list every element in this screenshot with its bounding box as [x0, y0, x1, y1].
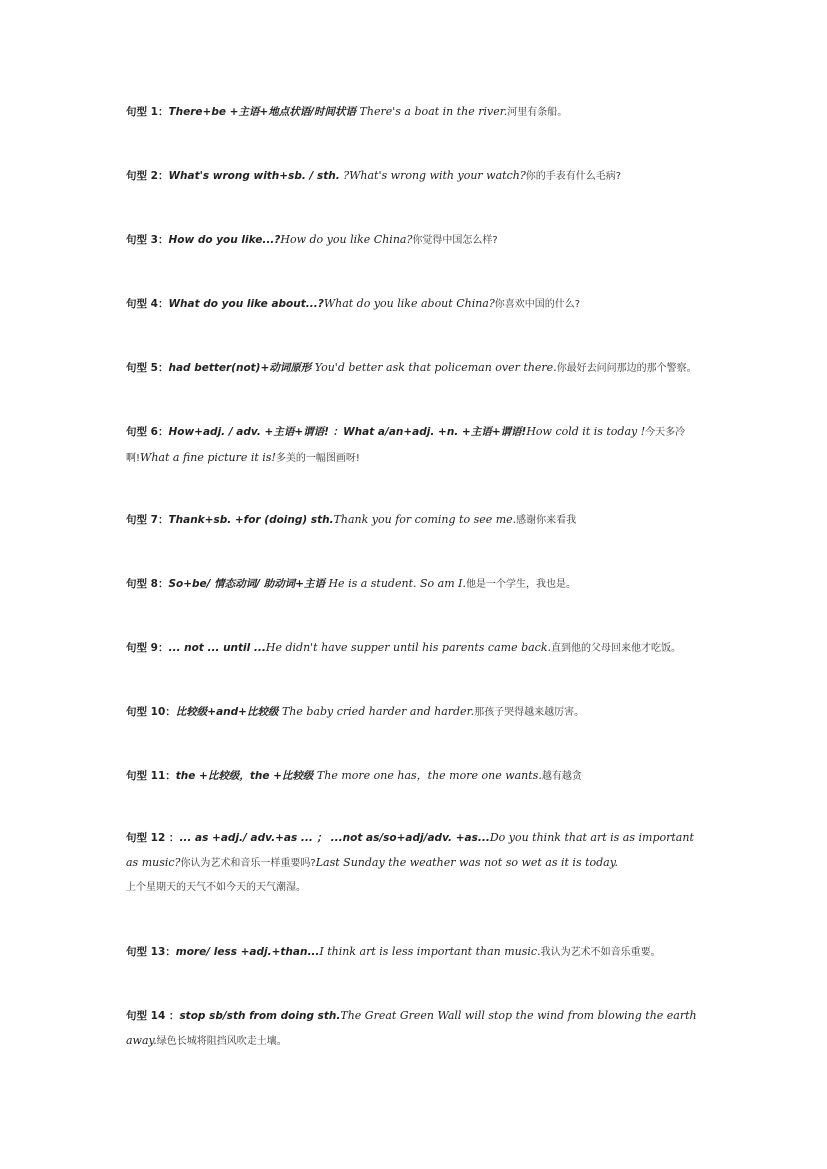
chinese-translation: 你喜欢中国的什么?: [494, 299, 581, 310]
pattern-number: 句型 8：: [126, 578, 169, 590]
pattern-number: 句型 5：: [126, 362, 169, 374]
pattern-number: 句型 3：: [126, 234, 169, 246]
pattern-formula: ... not ... until ...: [168, 642, 266, 654]
chinese-translation: 感谢你来看我: [516, 515, 577, 526]
pattern-formula: stop sb/sth from doing sth.: [179, 1010, 341, 1022]
sentence-pattern-2: [126, 164, 706, 190]
pattern-formula: ... as +adj./ adv.+as ... ； ...not as/so+adj/adv. +as...: [179, 832, 490, 844]
pattern-formula: the +比较级，the +比较级: [175, 770, 314, 782]
pattern-number: 句型 11：: [126, 770, 176, 782]
chinese-translation: 他是一个学生，我也是。: [465, 579, 576, 590]
chinese-translation: 河里有条船。: [507, 107, 568, 118]
chinese-translation: 那孩子哭得越来越厉害。: [474, 707, 585, 718]
example-sentence-2: What a fine picture it is!: [140, 450, 276, 464]
sentence-pattern-6: [126, 420, 706, 471]
pattern-number: 句型 6：: [126, 426, 169, 438]
pattern-number: 句型 13：: [126, 946, 176, 958]
sentence-pattern-4: [126, 292, 706, 318]
chinese-translation: 你的手表有什么毛病?: [525, 171, 622, 182]
pattern-number: 句型 9：: [126, 642, 169, 654]
pattern-number: 句型 14 ：: [126, 1010, 180, 1022]
chinese-translation: 你认为艺术和音乐一样重要吗?: [180, 857, 316, 869]
pattern-formula: What do you like about...?: [168, 298, 324, 310]
pattern-number: 句型 1：: [126, 106, 169, 118]
pattern-formula: 比较级+and+比较级: [175, 706, 279, 718]
sentence-pattern-9: [126, 636, 706, 662]
example-sentence: Thank you for coming to see me.: [333, 513, 517, 526]
pattern-number: 句型 7：: [126, 514, 169, 526]
example-sentence: The more one has，the more one wants.: [313, 769, 542, 782]
example-sentence-2: Last Sunday the weather was not so wet as it is today.: [315, 855, 618, 869]
pattern-formula: What's wrong with+sb. / sth.: [168, 170, 340, 182]
example-sentence: He is a student. So am I.: [324, 577, 466, 590]
sentence-pattern-11: [126, 764, 706, 790]
chinese-translation: 你觉得中国怎么样?: [412, 235, 498, 246]
example-sentence: The baby cried harder and harder.: [278, 705, 475, 718]
example-sentence: There's a boat in the river.: [356, 105, 508, 118]
chinese-translation: 今天多冷啊!: [126, 427, 686, 464]
chinese-translation: 我认为艺术不如音乐重要。: [540, 947, 661, 958]
sentence-pattern-13: [126, 940, 706, 966]
example-sentence: He didn't have supper until his parents came back.: [265, 641, 551, 654]
chinese-translation: 你最好去问问那边的那个警察。: [556, 363, 697, 374]
sentence-pattern-1: [126, 100, 706, 126]
chinese-translation: 越有越贪: [541, 771, 582, 782]
chinese-translation-2: 多美的一幅图画呀!: [275, 452, 360, 464]
pattern-formula: So+be/ 情态动词/ 助动词+主语: [168, 578, 325, 590]
sentence-pattern-7: [126, 508, 706, 534]
pattern-formula: Thank+sb. +for (doing) sth.: [168, 514, 334, 526]
example-sentence: Do you think that art is as important as music?: [126, 831, 694, 869]
pattern-formula: had better(not)+动词原形: [168, 362, 312, 374]
sentence-pattern-3: [126, 228, 706, 254]
example-sentence: How cold it is today !: [526, 425, 646, 438]
example-sentence: The Great Green Wall will stop the wind from blowing the earth away.: [126, 1009, 697, 1047]
example-sentence: I think art is less important than music.: [319, 945, 541, 958]
pattern-formula: How do you like...?: [168, 234, 281, 246]
chinese-translation: 绿色长城将阻挡风吹走土壤。: [156, 1035, 287, 1047]
pattern-number: 句型 10：: [126, 706, 176, 718]
pattern-number: 句型 12 ：: [126, 832, 180, 844]
example-sentence: What do you like about China?: [323, 297, 495, 310]
sentence-pattern-8: [126, 572, 706, 598]
sentence-pattern-14: [126, 1004, 706, 1054]
pattern-formula: How+adj. / adv. +主语+谓语! ：What a/an+adj. +n. +主语+谓语!: [168, 426, 527, 438]
sentence-pattern-10: [126, 700, 706, 726]
chinese-translation: 直到他的父母回来他才吃饭。: [551, 643, 681, 654]
example-sentence: You'd better ask that policeman over there.: [311, 361, 557, 374]
pattern-formula: more/ less +adj.+than...: [175, 946, 320, 958]
example-sentence: ?What's wrong with your watch?: [339, 169, 526, 182]
pattern-number: 句型 4：: [126, 298, 169, 310]
sentence-pattern-12: [126, 826, 706, 901]
pattern-number: 句型 2：: [126, 170, 169, 182]
pattern-formula: There+be +主语+地点状语/时间状语: [168, 106, 357, 118]
chinese-translation-2: 上个星期天的天气不如今天的天气潮湿。: [126, 882, 306, 893]
sentence-pattern-5: [126, 356, 706, 382]
example-sentence: How do you like China?: [280, 233, 413, 246]
